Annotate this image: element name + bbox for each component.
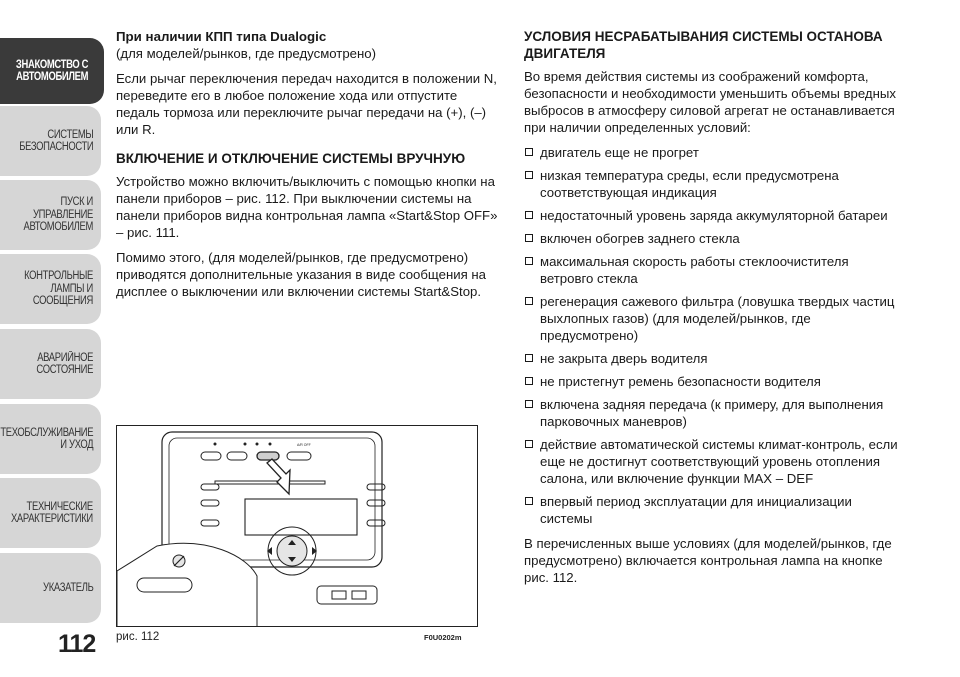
figure-caption: рис. 112 bbox=[116, 631, 160, 643]
list-item: низкая температура среды, если предусмотрена соответствующая индикация bbox=[524, 167, 900, 201]
button-label-ar-off: A/R OFF bbox=[297, 443, 311, 447]
list-item: не закрыта дверь водителя bbox=[524, 350, 900, 367]
tab-chapter-specifications[interactable] bbox=[0, 478, 101, 548]
dualogic-paragraph: Если рычаг переключения передач находится в положении N, переведите его в любое положение хода или отпустите педаль тормоза или переключите рычаг передачи на (+), (–) или R. bbox=[116, 71, 497, 137]
chapter-sidebar bbox=[0, 0, 104, 677]
figure-dashboard-illustration bbox=[116, 425, 478, 627]
manual-paragraph-1: Устройство можно включить/выключить с помощью кнопки на панели приборов – рис. 112. При выключении системы на панели приборов видна контрольная лампа «Start&Stop OFF» – рис. 111. bbox=[116, 174, 498, 240]
manual-section-heading: ВКЛЮЧЕНИЕ И ОТКЛЮЧЕНИЕ СИСТЕМЫ ВРУЧНУЮ bbox=[116, 151, 466, 166]
tab-chapter-index-label: УКАЗАТЕЛЬ bbox=[42, 581, 93, 594]
page-number: 112 bbox=[58, 630, 96, 658]
figure-code: F0U0202m bbox=[424, 633, 462, 642]
dashboard-illustration bbox=[117, 426, 478, 627]
list-item: включена задняя передача (к примеру, для выполнения парковочных маневров) bbox=[524, 396, 900, 430]
conditions-heading: УСЛОВИЯ НЕСРАБАТЫВАНИЯ СИСТЕМЫ ОСТАНОВА ДВИГАТЕЛЯ bbox=[524, 29, 883, 61]
tab-chapter-warning-lights-label: КОНТРОЛЬНЫЕ ЛАМПЫ И СООБЩЕНИЯ bbox=[24, 270, 93, 308]
tab-chapter-safety-label: СИСТЕМЫ БЕЗОПАСНОСТИ bbox=[18, 128, 93, 153]
list-item: недостаточный уровень заряда аккумуляторной батареи bbox=[524, 207, 900, 224]
list-item: впервый период эксплуатации для инициализации системы bbox=[524, 493, 900, 527]
manual-paragraph-2: Помимо этого, (для моделей/рынков, где предусмотрено) приводятся дополнительные указания в виде сообщения на дисплее о выключении или включении системы Start&Stop. bbox=[116, 250, 487, 299]
tab-chapter-intro-label: ЗНАКОМСТВО С АВТОМОБИЛЕМ bbox=[15, 58, 89, 83]
list-item: не пристегнут ремень безопасности водителя bbox=[524, 373, 900, 390]
tab-chapter-safety[interactable] bbox=[0, 106, 101, 176]
tab-chapter-index[interactable] bbox=[0, 553, 101, 623]
left-column bbox=[116, 28, 500, 308]
tab-chapter-intro[interactable] bbox=[0, 38, 104, 104]
conditions-list bbox=[524, 144, 900, 527]
tab-chapter-warning-lights[interactable] bbox=[0, 254, 101, 324]
list-item: регенерация сажевого фильтра (ловушка твердых частиц выхлопных газов) (для моделей/рынков, где предусмотрено) bbox=[524, 293, 900, 344]
right-column bbox=[524, 28, 900, 594]
tab-chapter-maintenance[interactable] bbox=[0, 404, 101, 474]
list-item: действие автоматической системы климат-контроль, если еще не достигнут соответствующий уровень отопления салона, или включение функции MAX – DEF bbox=[524, 436, 900, 487]
tab-chapter-start-driving[interactable] bbox=[0, 180, 101, 250]
list-item: максимальная скорость работы стеклоочистителя ветровго стекла bbox=[524, 253, 900, 287]
tab-chapter-maintenance-label: ТЕХОБСЛУЖИВАНИЕ И УХОД bbox=[0, 426, 93, 451]
tab-chapter-start-driving-label: ПУСК И УПРАВЛЕНИЕ АВТОМОБИЛЕМ bbox=[23, 196, 93, 234]
dualogic-title: При наличии КПП типа Dualogic bbox=[116, 29, 327, 44]
list-item: включен обогрев заднего стекла bbox=[524, 230, 900, 247]
dualogic-subtitle: (для моделей/рынков, где предусмотрено) bbox=[116, 46, 377, 61]
tab-chapter-emergency[interactable] bbox=[0, 329, 101, 399]
tab-chapter-specifications-label: ТЕХНИЧЕСКИЕ ХАРАКТЕРИСТИКИ bbox=[11, 500, 93, 525]
conditions-intro: Во время действия системы из соображений комфорта, безопасности и необходимости уменьшить объемы вредных выбросов в атмосферу силовой агрегат не останавливается при наличии определенных условий: bbox=[524, 69, 896, 135]
conditions-outro: В перечисленных выше условиях (для моделей/рынков, где предусмотрено) включается контрольная лампа на кнопке рис. 112. bbox=[524, 536, 892, 585]
list-item: двигатель еще не прогрет bbox=[524, 144, 900, 161]
tab-chapter-emergency-label: АВАРИЙНОЕ СОСТОЯНИЕ bbox=[36, 351, 93, 376]
